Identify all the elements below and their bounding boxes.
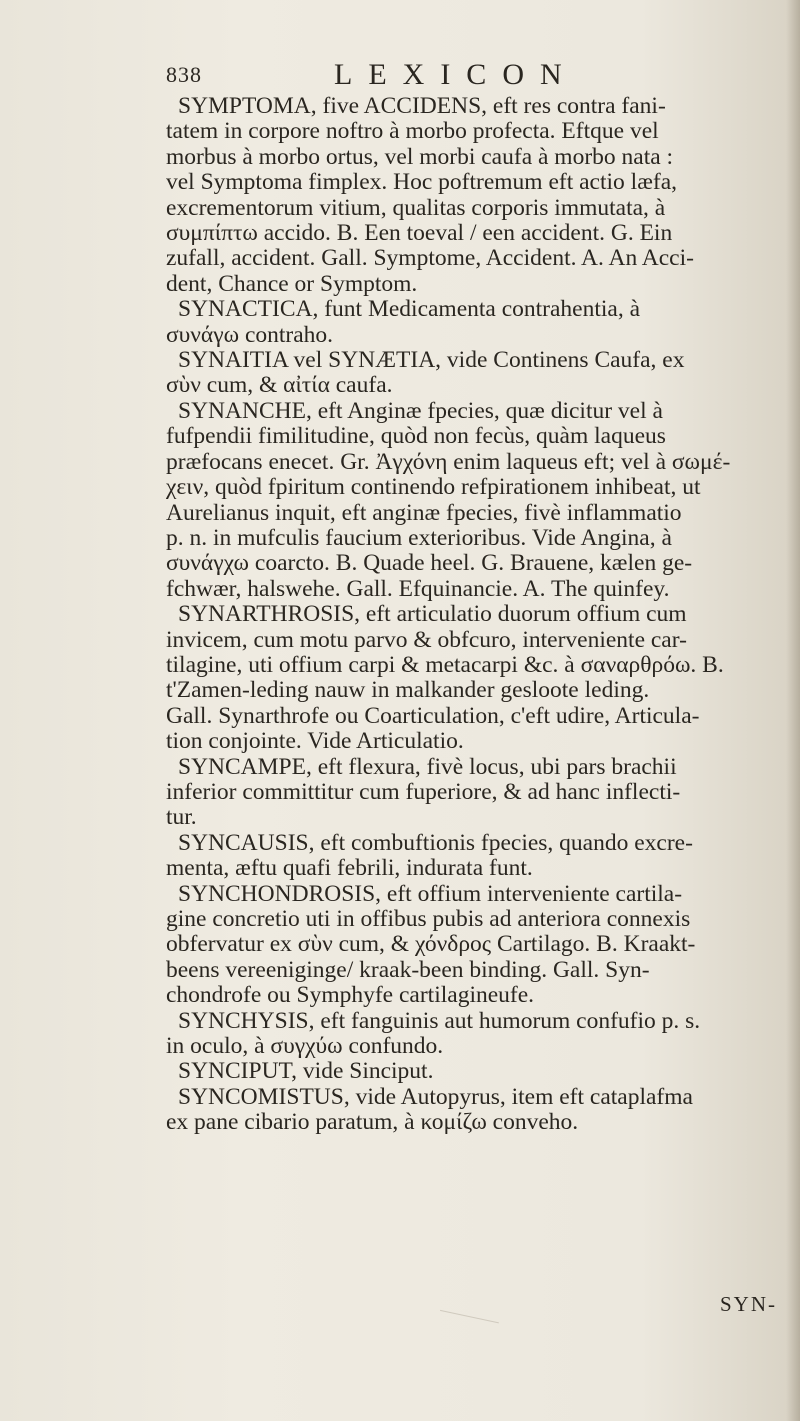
text-line: excrementorum vitium, qualitas corporis immutata, à	[166, 194, 666, 221]
text-line: chondrofe ou Symphyfe cartilagineufe.	[166, 982, 535, 1009]
text-line: SYNCHYSIS, eft fanguinis aut humorum confufio p. s.	[178, 1007, 701, 1034]
text-line: inferior committitur cum fuperiore, & ad hanc inflecti-	[166, 778, 681, 805]
running-head: LEXICON	[334, 58, 578, 91]
text-line: tatem in corpore noftro à morbo profecta. Eftque vel	[166, 118, 659, 145]
text-line: morbus à morbo ortus, vel morbi caufa à morbo nata :	[166, 143, 674, 170]
text-line: tilagine, uti offium carpi & metacarpi &c. à σαναρθρόω. B.	[166, 651, 724, 678]
text-line: SYNCIPUT, vide Sinciput.	[178, 1058, 434, 1085]
text-line: SYNCAMPE, eft flexura, fivè locus, ubi pars brachii	[178, 753, 677, 780]
text-line: SYNARTHROSIS, eft articulatio duorum offium cum	[178, 601, 687, 628]
text-line: vel Symptoma fimplex. Hoc poftremum eft actio læfa,	[166, 169, 677, 196]
text-line: præfocans enecet. Gr. Ἀγχόνη enim laqueus eft; vel à σωμέ-	[166, 448, 731, 475]
page-number: 838	[166, 62, 202, 87]
text-line: SYNAITIA vel SYNÆTIA, vide Continens Caufa, ex	[178, 347, 685, 374]
text-line: συνάγχω coarcto. B. Quade heel. G. Brauene, kælen ge-	[166, 550, 693, 577]
text-line: συνάγω contraho.	[166, 321, 334, 348]
text-line: SYNCAUSIS, eft combuftionis fpecies, quando excre-	[178, 829, 693, 856]
text-line: SYNCHONDROSIS, eft offium interveniente cartila-	[178, 880, 683, 907]
text-line: dent, Chance or Symptom.	[166, 270, 418, 297]
text-line: in oculo, à συγχύω confundo.	[166, 1033, 444, 1060]
text-line: menta, æftu quafi febrili, indurata funt.	[166, 855, 533, 882]
text-line: χειν, quòd fpiritum continendo refpirationem inhibeat, ut	[166, 474, 701, 501]
text-line: zufall, accident. Gall. Symptome, Accident. A. An Acci-	[166, 245, 694, 272]
text-line: Aurelianus inquit, eft anginæ fpecies, fivè inflammatio	[166, 499, 682, 526]
text-line: ex pane cibario paratum, à κομίζω conveho.	[166, 1109, 579, 1136]
text-line: fchwær, halswehe. Gall. Efquinancie. A. The quinfey.	[166, 575, 670, 602]
text-line: obfervatur ex σὺν cum, & χόνδρος Cartilago. B. Kraakt-	[166, 931, 696, 958]
catchword: SYN-	[720, 1292, 778, 1316]
paper-mark	[437, 1310, 499, 1337]
text-line: beens vereeniginge/ kraak-been binding. Gall. Syn-	[166, 956, 650, 983]
text-line: invicem, cum motu parvo & obfcuro, interveniente car-	[166, 626, 687, 653]
text-line: SYNANCHE, eft Anginæ fpecies, quæ dicitur vel à	[178, 397, 663, 424]
lexicon-text	[166, 94, 794, 1136]
text-line: συμπίπτω accido. B. Een toeval / een accident. G. Ein	[166, 220, 673, 247]
text-line: SYMPTOMA, five ACCIDENS, eft res contra fani-	[178, 93, 666, 119]
text-line: gine concretio uti in offibus pubis ad anteriora connexis	[166, 906, 691, 932]
text-line: fufpendii fimilitudine, quòd non fecùs, quàm laqueus	[166, 423, 666, 450]
text-line: t'Zamen-leding nauw in malkander gesloote leding.	[166, 677, 650, 704]
text-line: tion conjointe. Vide Articulatio.	[166, 728, 464, 755]
text-line: σὺν cum, & αἰτία caufa.	[166, 372, 393, 399]
text-line: SYNCOMISTUS, vide Autopyrus, item eft cataplafma	[178, 1083, 693, 1110]
text-line: SYNACTICA, funt Medicamenta contrahentia, à	[178, 296, 641, 323]
text-line: p. n. in mufculis faucium exterioribus. Vide Angina, à	[166, 524, 672, 551]
page-header	[166, 58, 766, 98]
text-line: tur.	[166, 804, 197, 831]
text-line: Gall. Synarthrofe ou Coarticulation, c'eft udire, Articula-	[166, 702, 700, 729]
